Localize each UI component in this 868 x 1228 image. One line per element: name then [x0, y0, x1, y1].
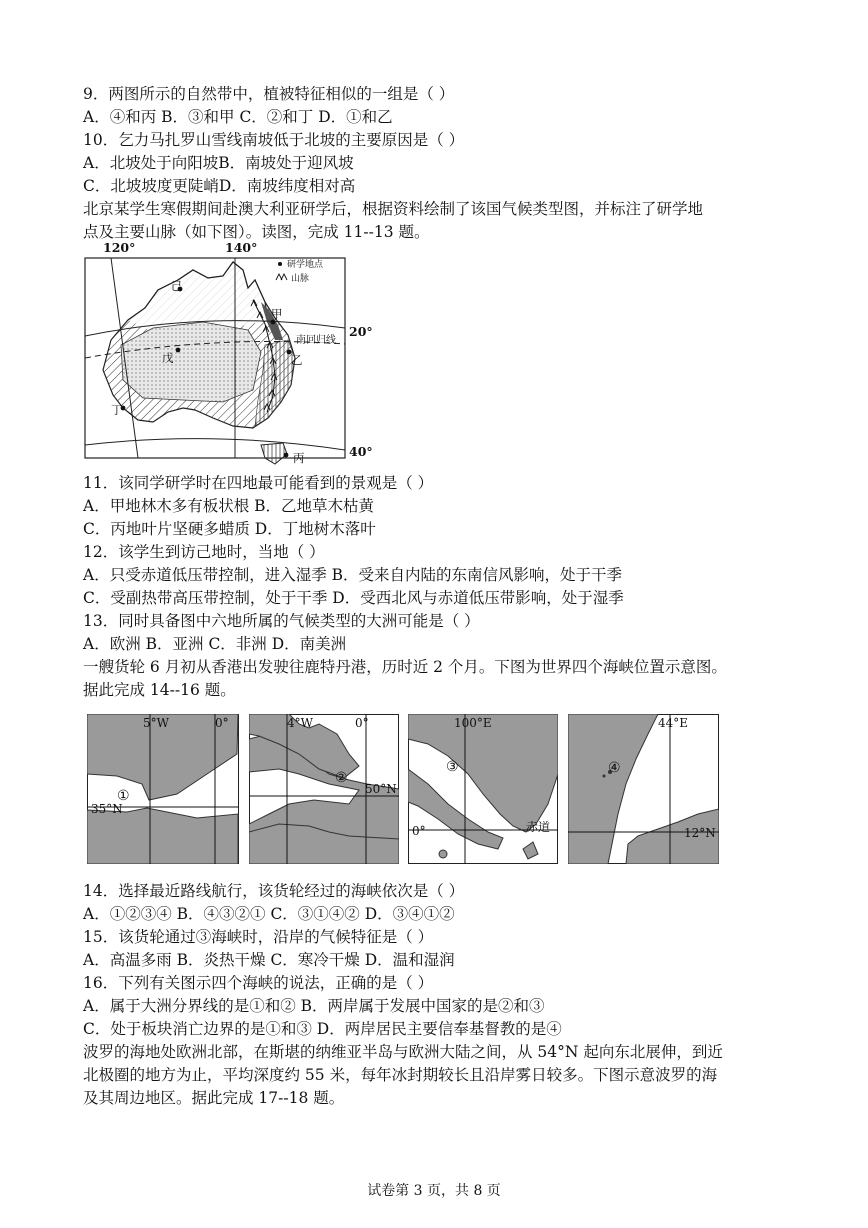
label-ding: 丁 [111, 403, 123, 417]
strait1-lat: 35°N [91, 802, 123, 816]
q16-stem: 16．下列有关图示四个海峡的说法，正确的是（ ） [83, 974, 434, 992]
tropic-label: 南回归线 [296, 335, 336, 346]
strait4-num: ④ [608, 760, 621, 776]
page-footer: 试卷第 3 页，共 8 页 [367, 1183, 501, 1199]
intro-11-13-line2: 点及主要山脉（如下图）。读图，完成 11--13 题。 [83, 223, 430, 241]
q9-stem: 9．两图所示的自然带中，植被特征相似的一组是（ ） [83, 85, 455, 103]
strait4-lat: 12°N [684, 826, 716, 840]
strait1-lon1: 5°W [143, 716, 169, 730]
q13-stem: 13．同时具备图中六地所属的气候类型的大洲可能是（ ） [83, 612, 480, 630]
legend-mountain: 山脉 [291, 274, 310, 284]
strait-map-3 [408, 714, 558, 864]
q11-stem: 11．该同学研学时在四地最可能看到的景观是（ ） [83, 474, 434, 492]
lat-20-label: 20° [349, 324, 373, 339]
strait2-lon2: 0° [355, 716, 369, 730]
strait-map-2 [249, 714, 399, 864]
q10-stem: 10．乞力马扎罗山雪线南坡低于北坡的主要原因是（ ） [83, 131, 465, 149]
q13-options: A．欧洲 B．亚洲 C．非洲 D．南美洲 [83, 635, 347, 653]
point-bing [284, 453, 289, 458]
strait3-lat: 0° [412, 824, 426, 838]
q10-options-1: A．北坡处于向阳坡B．南坡处于迎风坡 [83, 154, 354, 172]
label-ji: 己 [171, 279, 183, 293]
label-bing: 丙 [293, 451, 305, 465]
strait2-lat: 50°N [365, 782, 397, 796]
strait2-num: ② [335, 770, 348, 786]
q11-options-2: C．丙地叶片坚硬多蜡质 D．丁地树木落叶 [83, 520, 376, 538]
lat-40-label: 40° [349, 444, 373, 459]
strait-map-1 [87, 714, 239, 864]
intro-17-18-line2: 北极圈的地方为止，平均深度约 55 米，每年冰封期较长且沿岸雾日较多。下图示意波罗的海 [83, 1066, 718, 1084]
strait3-equator: 赤道 [526, 820, 551, 834]
strait3-num: ③ [446, 759, 459, 775]
strait1-lon2: 0° [215, 716, 229, 730]
q9-options: A．④和丙 B．③和甲 C．②和丁 D．①和乙 [83, 108, 393, 126]
q14-options: A．①②③④ B．④③②① C．③①④② D．③④①② [83, 905, 455, 923]
legend-study-point: 研学地点 [287, 260, 324, 270]
intro-17-18-line1: 波罗的海地处欧洲北部，在斯堪的纳维亚半岛与欧洲大陆之间，从 54°N 起向东北展伸，到近 [83, 1043, 723, 1061]
q12-options-2: C．受副热带高压带控制，处于干季 D．受西北风与赤道低压带影响，处于湿季 [83, 589, 624, 607]
q12-stem: 12．该学生到访己地时，当地（ ） [83, 543, 325, 561]
strait1-num: ① [117, 788, 130, 804]
strait-map-4 [568, 714, 719, 864]
q16-options-2: C．处于板块消亡边界的是①和③ D．两岸居民主要信奉基督教的是④ [83, 1020, 562, 1038]
label-yi: 乙 [291, 353, 303, 367]
q15-stem: 15．该货轮通过③海峡时，沿岸的气候特征是（ ） [83, 928, 434, 946]
q10-options-2: C．北坡坡度更陡峭D．南坡纬度相对高 [83, 177, 356, 195]
lon-140-label: 140° [225, 240, 258, 255]
intro-17-18-line3: 及其周边地区。据此完成 17--18 题。 [83, 1089, 345, 1107]
intro-14-16-line1: 一艘货轮 6 月初从香港出发驶往鹿特丹港，历时近 2 个月。下图为世界四个海峡位置示意图。 [83, 658, 727, 676]
q16-options-1: A．属于大洲分界线的是①和② B．两岸属于发展中国家的是②和③ [83, 997, 545, 1015]
intro-14-16-line2: 据此完成 14--16 题。 [83, 681, 236, 699]
strait3-lon1: 100°E [454, 716, 492, 730]
q15-options: A．高温多雨 B．炎热干燥 C．寒冷干燥 D．温和湿润 [83, 951, 455, 969]
australia-climate-map [83, 240, 383, 472]
strait4-lon1: 44°E [658, 716, 689, 730]
q11-options-1: A．甲地林木多有板状根 B．乙地草木枯黄 [83, 497, 375, 515]
label-wu: 戊 [162, 351, 174, 365]
strait2-lon1: 4°W [287, 716, 313, 730]
label-jia: 甲 [271, 307, 283, 321]
q12-options-1: A．只受赤道低压带控制，进入湿季 B．受来自内陆的东南信风影响，处于干季 [83, 566, 623, 584]
intro-11-13-line1: 北京某学生寒假期间赴澳大利亚研学后，根据资料绘制了该国气候类型图，并标注了研学地 [83, 200, 704, 218]
point-wu [176, 348, 181, 353]
lon-120-label: 120° [103, 240, 136, 255]
q14-stem: 14．选择最近路线航行，该货轮经过的海峡依次是（ ） [83, 882, 465, 900]
